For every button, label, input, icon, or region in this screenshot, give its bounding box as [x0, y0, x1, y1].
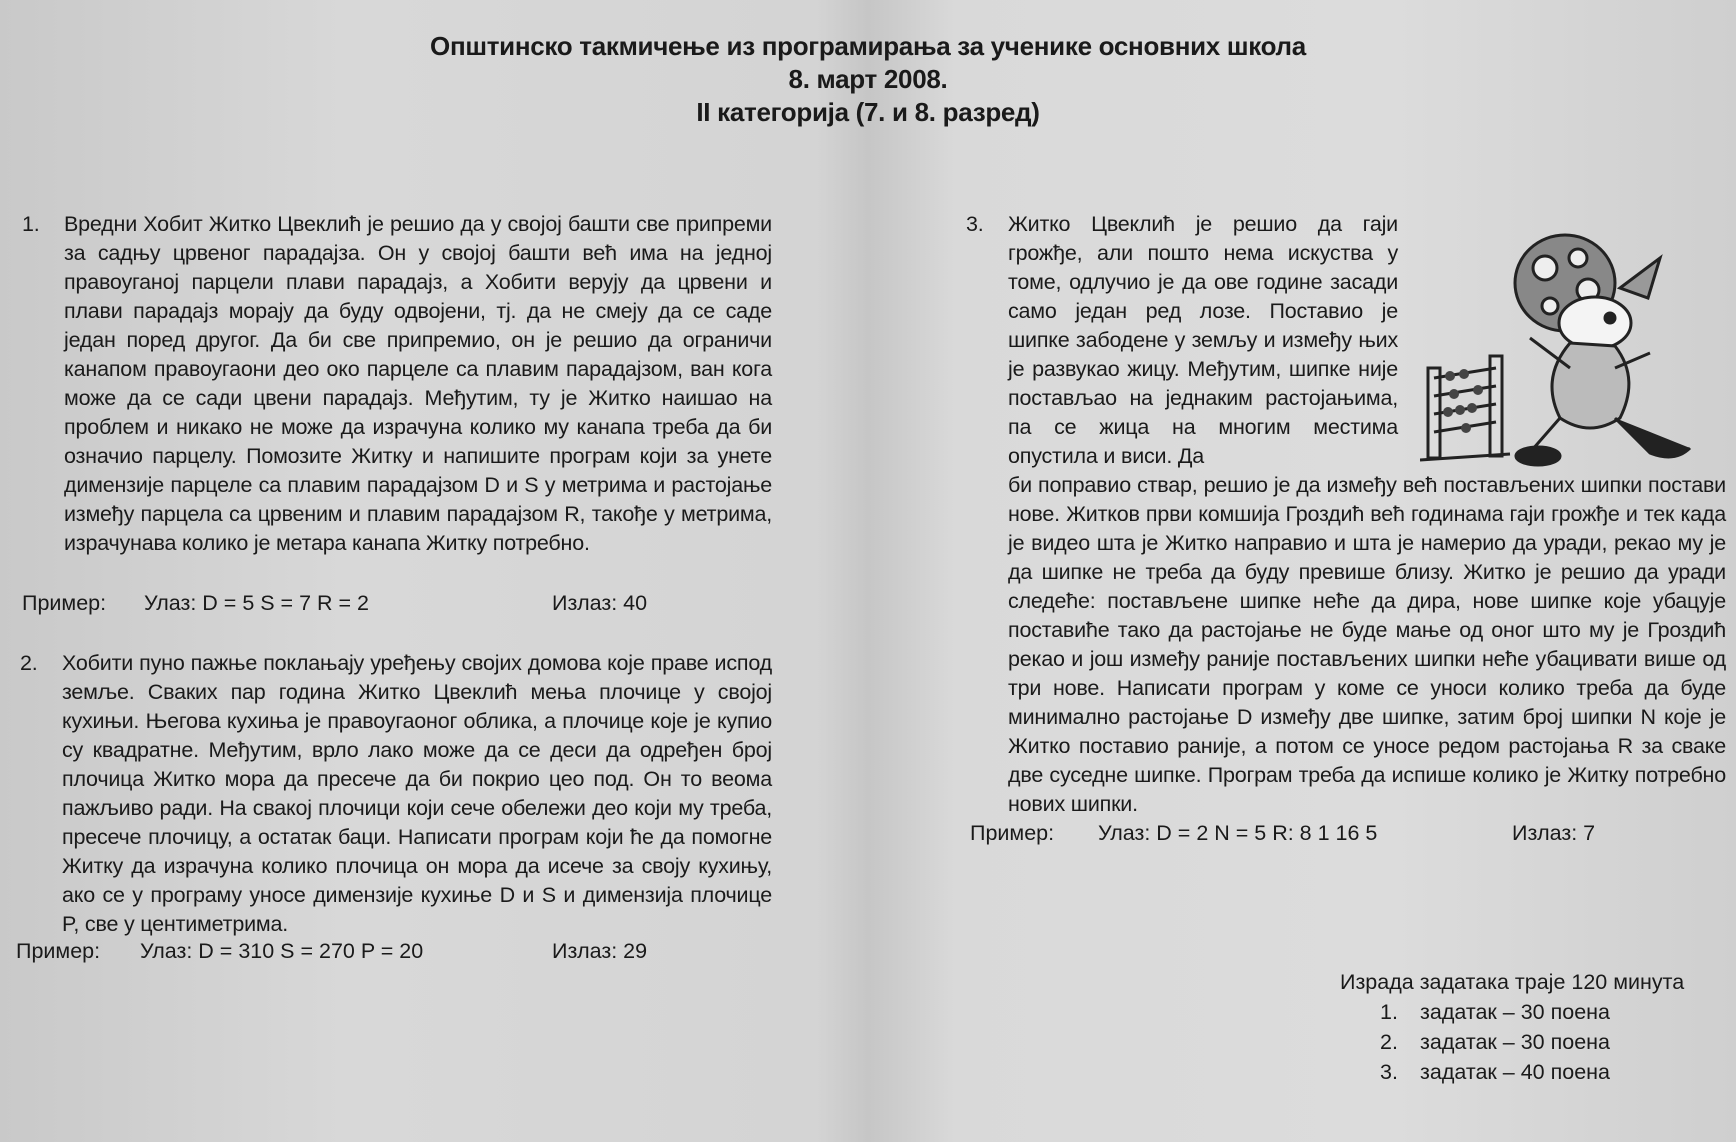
scoring-info: [1340, 967, 1684, 1087]
example-input: Улаз: D = 5 S = 7 R = 2: [144, 591, 370, 615]
task-text: Вредни Хобит Житко Цвеклић је решио да у својој башти све припреми за садњу црвеног парадајза. Он у својој башти већ има на једној правоуганој парцели плави парадајз, а Хобити верују да црвени и плави парадајз морају да буду одвојени, тј. да не смеју да се саде један поред другог. Да би све припремио, он је решио да ограничи канапом правоугаони део око парцеле са плавим парадајзом, ван кога може да се сади цвени парадајз. Међутим, ту је Житко наишао на проблем и никако не може да израчуна колико му канапа треба да би означио парцелу. Помозите Житку и напишите програм који за унете димензије парцеле са плавим парадајзом D и S у метрима и растојање између парцела са црвеним и плавим парадајзом R, такође у метрима, израчунава колико је метара канапа Житку потребно.: [64, 212, 772, 555]
task-number: 1.: [22, 212, 40, 236]
example-label: Пример:: [970, 821, 1055, 845]
example-label: Пример:: [22, 591, 107, 615]
task-number: 3.: [966, 212, 984, 236]
task-1: [22, 210, 772, 558]
competition-category: II категорија (7. и 8. разред): [696, 97, 1040, 127]
points-item: 2. задатак – 30 поена: [1380, 1030, 1610, 1054]
example-label: Пример:: [16, 939, 101, 963]
example-input: Улаз: D = 310 S = 270 P = 20: [140, 939, 424, 963]
task-text-wide: би поправио ствар, решио је да између већ постављених шипки постави нове. Житков први комшија Гроздић већ годинама гаји грожђе и тек када је видео шта је Житко направио и шта је намерио да уради, рекао му је да шипке не треба да буду превише близу. Житко је решио да уради следеће: постављене шипке неће да дира, нове шипке које убацује поставиће тако да растојање не буде мање од оног што му је Гроздић рекао и још између раније постављених шипки неће убацивати више од три нове. Написати програм у коме се уноси колико треба да буде минимално растојање D између две шипке, затим број шипки N које је Житко поставио раније, а потом се уносе редом растојања R за сваке две суседне шипке. Програм треба да испише колико је Житку потребно нових шипки.: [1008, 473, 1726, 816]
example-output: Излаз: 29: [552, 939, 648, 963]
example-input: Улаз: D = 2 N = 5 R: 8 1 16 5: [1098, 821, 1378, 845]
competition-title: Општинско такмичење из програмирања за ученике основних школа: [430, 31, 1306, 61]
task-text: Хобити пуно пажње поклањају уређењу својих домова које праве испод земље. Сваких пар година Житко Цвеклић мења плочице у својој кухињи. Његова кухиња је правоугаоног облика, а плочице које је купио су квадратне. Међутим, врло лако може да се деси да одређен број плочица Житко мора да пресече да би покрио цео под. Он то веома пажљиво ради. На свакој плочици који сече обележи део који му треба, пресече плочицу, а остатак баци. Написати програм који ће да помогне Житку да израчуна колико плочица он мора да исече за своју кухињу, ако се у програму уносе димензије кухиње D и S и димензија плочице P, све у центиметрима.: [62, 651, 772, 936]
example-output: Излаз: 40: [552, 591, 648, 615]
task-text-narrow: Житко Цвеклић је решио да гаји грожђе, али пошто нема искуства у томе, одлучио је да ове године засади само један ред лозе. Поставио је шипке забодене у земљу и између њих је развукао жицу. Међутим, шипке није постављао на једнаким растојањима, па се жица на многим местима опустила и виси. Да: [1008, 212, 1398, 468]
hobbit-abacus-icon: [1420, 228, 1710, 468]
document-header: [0, 30, 1736, 129]
duration-text: Израда задатака траје 120 минута: [1340, 970, 1685, 994]
points-item: 1. задатак – 30 поена: [1380, 1000, 1610, 1024]
task-number: 2.: [20, 651, 38, 675]
example-output: Излаз: 7: [1512, 821, 1596, 845]
competition-date: 8. март 2008.: [788, 64, 948, 94]
points-list: [1340, 997, 1684, 1087]
task-2: [20, 649, 772, 939]
points-item: 3. задатак – 40 поена: [1380, 1060, 1610, 1084]
